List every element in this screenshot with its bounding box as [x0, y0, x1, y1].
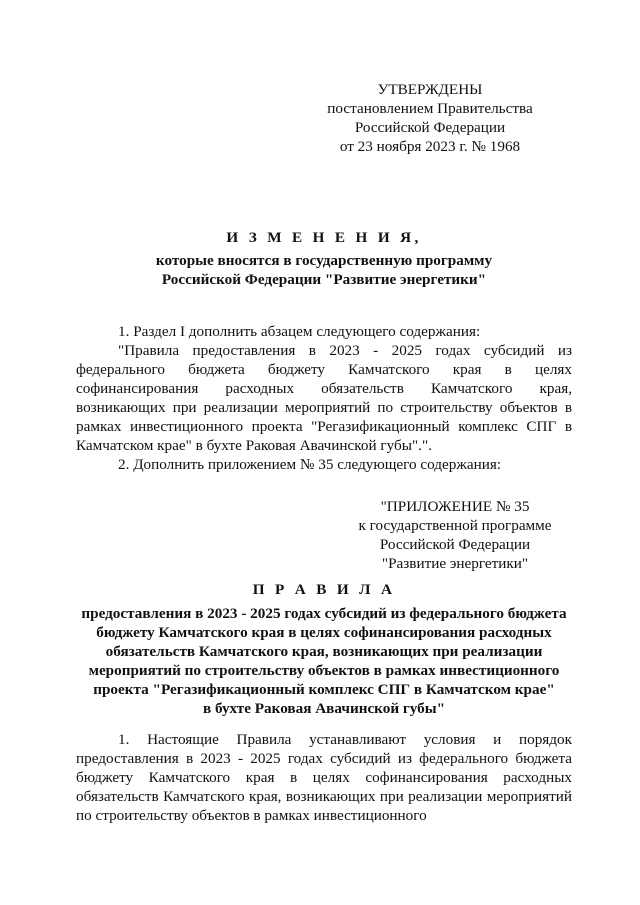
paragraph-item-1: 1. Раздел I дополнить абзацем следующего содержания:: [118, 323, 481, 340]
paragraph-quote: "Правила предоставления в 2023 - 2025 годах субсидий из федерального бюджета бюджету Камчатского края в целях софинансирования расходных обязательств Камчатского края, возникающих при реализации мероприятий по строительству объектов в рамках инвестиционного проекта "Регазификационный комплекс СПГ в Камчатском крае" в бухте Раковая Авачинской губы".".: [76, 342, 572, 454]
appendix-line: к государственной программе: [358, 517, 552, 534]
approval-date: от 23 ноября 2023 г. № 1968: [339, 138, 521, 155]
rules-subtitle: [76, 604, 572, 718]
rules-subtitle-line: обязательств Камчатского края, возникающих при реализации: [105, 643, 543, 660]
rules-subtitle-line: бюджету Камчатского края в целях софинансирования расходных: [96, 624, 552, 641]
rules-subtitle-line: мероприятий по строительству объектов в рамках инвестиционного: [88, 662, 560, 679]
rules-subtitle-line: предоставления в 2023 - 2025 годах субсидий из федерального бюджета: [81, 605, 567, 622]
changes-subtitle: [76, 251, 572, 289]
changes-subtitle-line: Российской Федерации "Развитие энергетики": [161, 271, 487, 288]
rules-subtitle-line: в бухте Раковая Авачинской губы": [202, 700, 446, 717]
approval-line: постановлением Правительства: [327, 100, 533, 117]
paragraph-item-2: 2. Дополнить приложением № 35 следующего содержания:: [118, 456, 502, 473]
rules-subtitle-line: проекта "Регазификационный комплекс СПГ в Камчатском крае": [93, 681, 555, 698]
changes-subtitle-line: которые вносятся в государственную программу: [155, 252, 493, 269]
rules-paragraph-1: 1. Настоящие Правила устанавливают условия и порядок предоставления в 2023 - 2025 годах субсидий из федерального бюджета бюджету Камчатского края в целях софинансирования расходных обязательств Камчатского края, возникающих при реализации мероприятий по строительству объектов в рамках инвестиционного: [76, 731, 572, 824]
appendix-line: Российской Федерации: [379, 536, 531, 553]
changes-title: И З М Е Н Е Н И Я,: [226, 229, 422, 246]
approval-line: Российской Федерации: [354, 119, 506, 136]
appendix-line: "ПРИЛОЖЕНИЕ № 35: [380, 498, 530, 515]
rules-body: [76, 730, 572, 825]
rules-title: П Р А В И Л А: [252, 581, 396, 598]
appendix-line: "Развитие энергетики": [381, 555, 529, 572]
approval-heading: УТВЕРЖДЕНЫ: [377, 81, 483, 98]
appendix-header: [340, 497, 570, 573]
changes-body: [76, 322, 572, 474]
approval-stamp: [300, 80, 560, 156]
